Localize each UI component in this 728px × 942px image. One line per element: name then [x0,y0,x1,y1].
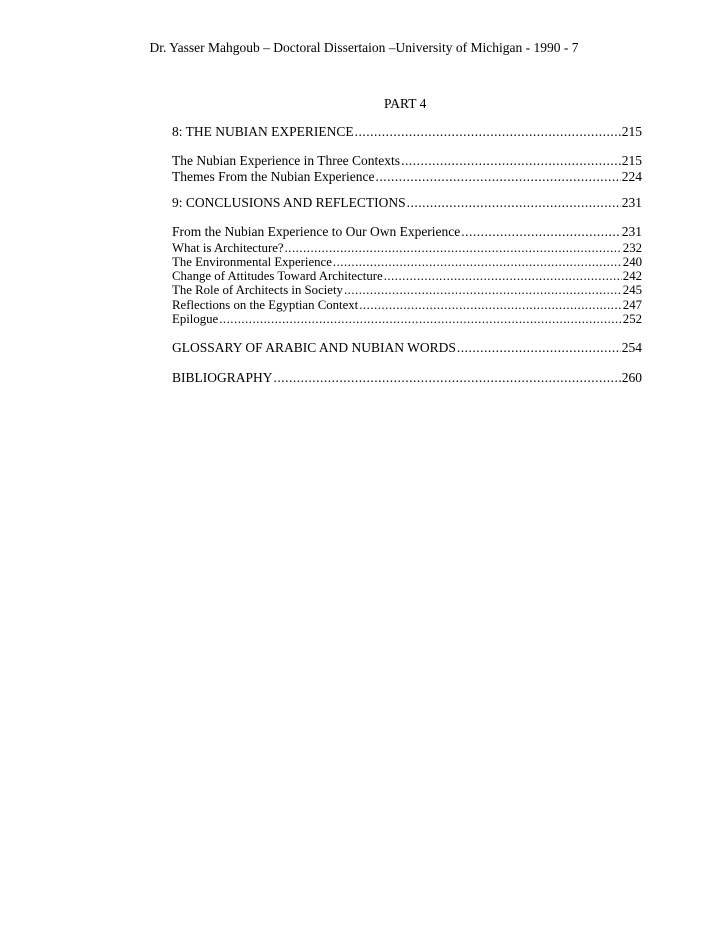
toc-entry-page: 240 [622,255,642,269]
toc-entry [172,270,642,283]
toc-entry [172,242,642,255]
part-title: PART 4 [384,96,427,111]
toc-entry-title: Themes From the Nubian Experience [172,169,375,184]
toc-leader-dots [333,256,622,269]
toc-entry-title: Change of Attitudes Toward Architecture [172,269,383,283]
toc-entry-page: 232 [622,241,642,255]
toc-entry-page: 231 [621,195,642,210]
toc-entry-title: 8: THE NUBIAN EXPERIENCE [172,124,354,139]
toc-entry-chapter-8 [172,124,642,140]
toc-entry-bibliography [172,370,642,386]
toc-entry-title: From the Nubian Experience to Our Own Experience [172,224,461,239]
toc-leader-dots [407,195,621,211]
toc-entry-page: 242 [622,269,642,283]
toc-entry-glossary [172,340,642,356]
toc-entry-page: 215 [621,124,642,139]
toc-entry-page: 245 [622,283,642,297]
toc-entry [172,313,642,326]
toc-entry-title: The Role of Architects in Society [172,283,343,297]
toc-leader-dots [384,270,622,283]
toc-entry [172,299,642,312]
toc-entry-title: Reflections on the Egyptian Context [172,298,359,312]
toc-entry-title: GLOSSARY OF ARABIC AND NUBIAN WORDS [172,340,456,355]
toc-entry-page: 252 [622,312,642,326]
toc-entry [172,169,642,185]
toc-entry-title: The Nubian Experience in Three Contexts [172,153,401,168]
toc-entry-title: BIBLIOGRAPHY [172,370,273,385]
toc-entry [172,284,642,297]
toc-leader-dots [375,169,620,185]
toc-leader-dots [461,224,620,240]
toc-entry-chapter-9 [172,195,642,211]
toc-leader-dots [355,124,621,140]
toc-entry [172,153,642,169]
toc-entry-title: 9: CONCLUSIONS AND REFLECTIONS [172,195,406,210]
toc-entry-title: Epilogue [172,312,219,326]
toc-entry-page: 260 [621,370,642,385]
toc-leader-dots [219,313,622,326]
toc-entry [172,256,642,269]
toc-leader-dots [457,340,621,356]
page-header: Dr. Yasser Mahgoub – Doctoral Dissertaion –University of Michigan - 1990 - 7 [149,40,579,55]
toc-entry-title: The Environmental Experience [172,255,332,269]
toc-entry [172,224,642,240]
toc-leader-dots [285,242,622,255]
toc-entry-page: 254 [621,340,642,355]
toc-entry-page: 224 [621,169,642,184]
toc-entry-title: What is Architecture? [172,241,284,255]
toc-leader-dots [274,370,621,386]
toc-leader-dots [359,299,622,312]
toc-leader-dots [344,284,622,297]
toc-entry-page: 247 [622,298,642,312]
toc-entry-page: 215 [621,153,642,168]
toc-entry-page: 231 [621,224,642,239]
toc-leader-dots [401,153,621,169]
